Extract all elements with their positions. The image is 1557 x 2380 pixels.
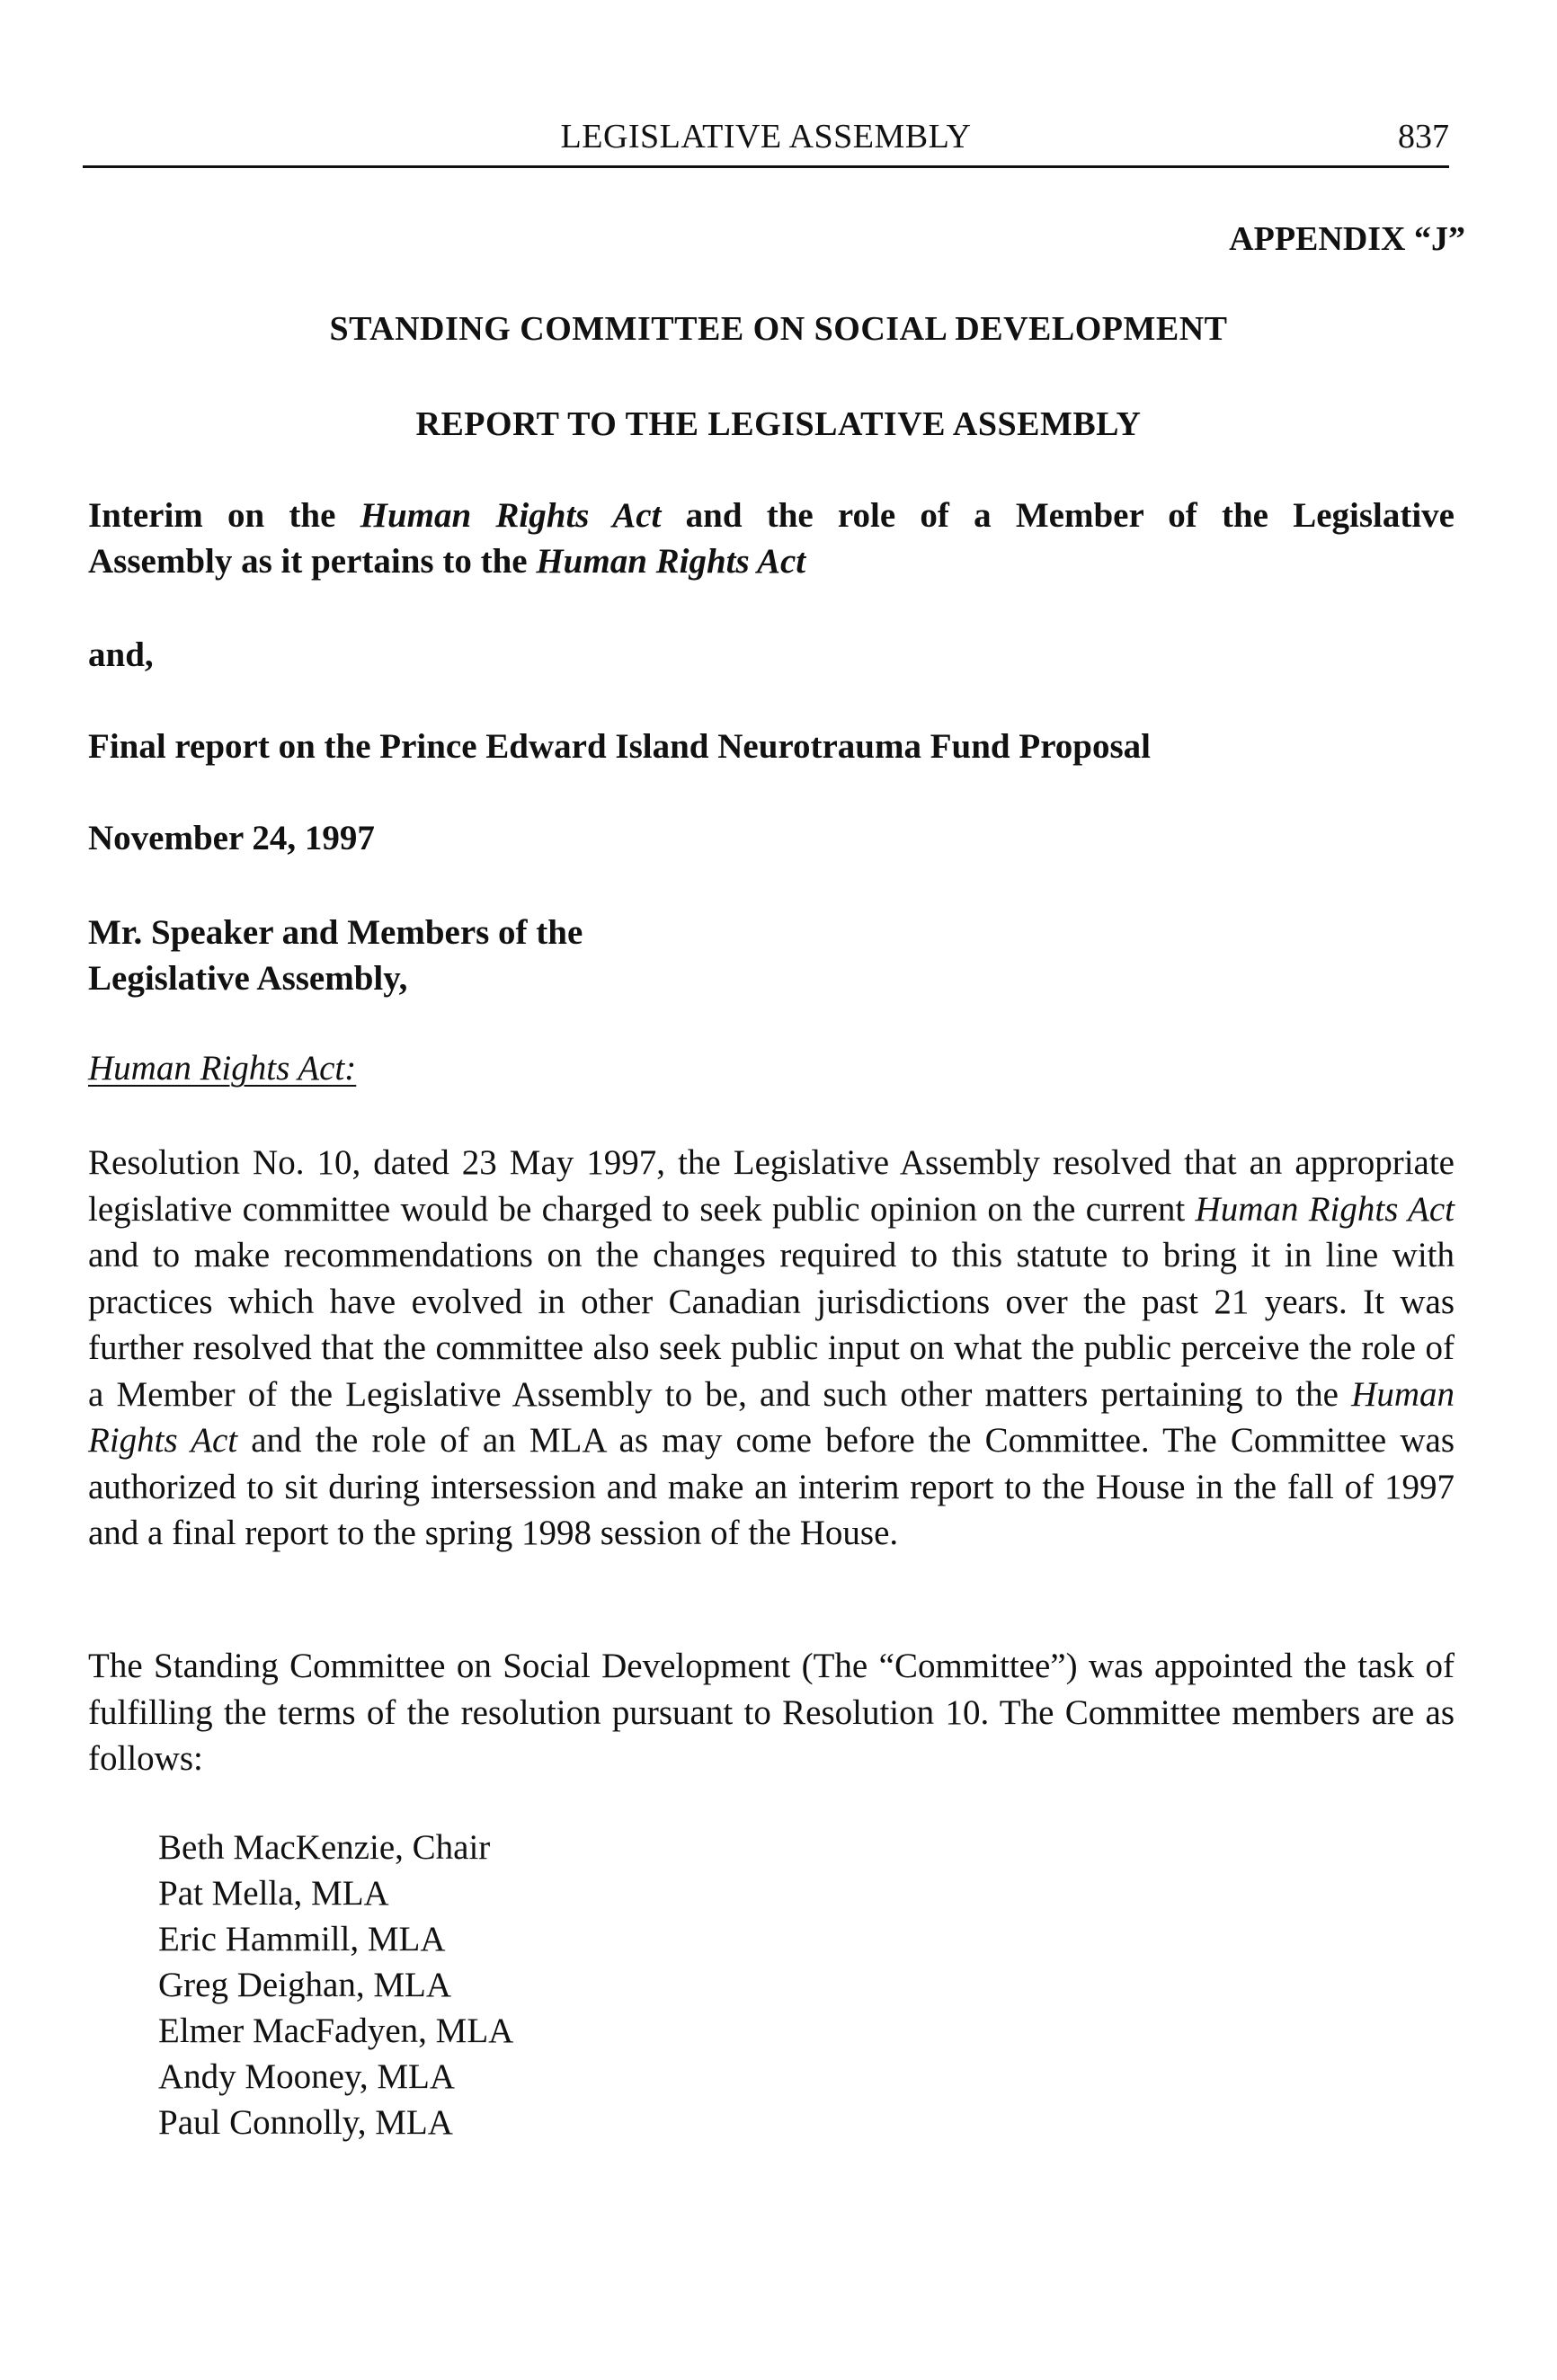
act-name: Human Rights Act xyxy=(360,496,662,535)
list-item: Paul Connolly, MLA xyxy=(158,2103,453,2142)
appendix-label: APPENDIX “J” xyxy=(1229,220,1465,258)
paragraph-text: and the role of an MLA as may come before the Committee. The Committee was authorized to sit during intersession and make an interim report to the House in the fall of 1997 and a final report to the spring 1998 session of the House. xyxy=(88,1421,1455,1552)
running-title: LEGISLATIVE ASSEMBLY xyxy=(560,118,972,155)
report-heading: REPORT TO THE LEGISLATIVE ASSEMBLY xyxy=(415,405,1142,443)
list-item: Beth MacKenzie, Chair xyxy=(158,1828,491,1867)
act-name: Human Rights Act xyxy=(536,542,806,581)
report-date: November 24, 1997 xyxy=(88,819,375,857)
interim-title-line-1 xyxy=(88,493,1455,538)
act-name: Human Rights Act xyxy=(88,1374,1455,1460)
act-name: Human Rights Act xyxy=(1195,1189,1455,1229)
section-heading xyxy=(88,1048,1455,1088)
salutation xyxy=(88,910,1455,1001)
running-header xyxy=(83,115,1449,168)
final-report-title: Final report on the Prince Edward Island Neurotrauma Fund Proposal xyxy=(88,727,1151,766)
interim-title-text: Interim on the xyxy=(88,496,360,535)
interim-title-text: and the role of a Member of the Legislative xyxy=(661,496,1455,535)
paragraph-text: and to make recommendations on the changes required to this statute to bring it in line with practices which have evolved in other Canadian jurisdictions over the past 21 years. It was further resolved that the committee also seek public input on what the public perceive the role of a Member of the Legislative Assembly to be, and such other matters pertaining to the xyxy=(88,1236,1455,1414)
list-item: Eric Hammill, MLA xyxy=(158,1920,446,1958)
section-heading-text: Human Rights Act: xyxy=(88,1049,357,1088)
paragraph-resolution xyxy=(88,1140,1455,1557)
paragraph-committee: The Standing Committee on Social Development (The “Committee”) was appointed the task of fulfilling the terms of the resolution pursuant to Resolution 10. The Committee members are as follows: xyxy=(88,1647,1455,1778)
list-item: Elmer MacFadyen, MLA xyxy=(158,2011,514,2050)
list-item: Pat Mella, MLA xyxy=(158,1874,389,1913)
member-list xyxy=(158,1825,513,2145)
and-text: and, xyxy=(88,635,154,674)
list-item: Greg Deighan, MLA xyxy=(158,1966,451,2004)
interim-title-line-2 xyxy=(88,538,1455,584)
salutation-line-1: Mr. Speaker and Members of the xyxy=(88,913,583,952)
list-item: Andy Mooney, MLA xyxy=(158,2057,456,2096)
salutation-line-2: Legislative Assembly, xyxy=(88,959,408,998)
paragraph-text: Resolution No. 10, dated 23 May 1997, the Legislative Assembly resolved that an appropriate legislative committee would be charged to seek public opinion on the current xyxy=(88,1143,1455,1229)
committee-heading: STANDING COMMITTEE ON SOCIAL DEVELOPMENT xyxy=(329,310,1228,348)
page-number: 837 xyxy=(1398,118,1449,155)
interim-title xyxy=(88,493,1455,584)
interim-title-text: Assembly as it pertains to the xyxy=(88,542,537,581)
